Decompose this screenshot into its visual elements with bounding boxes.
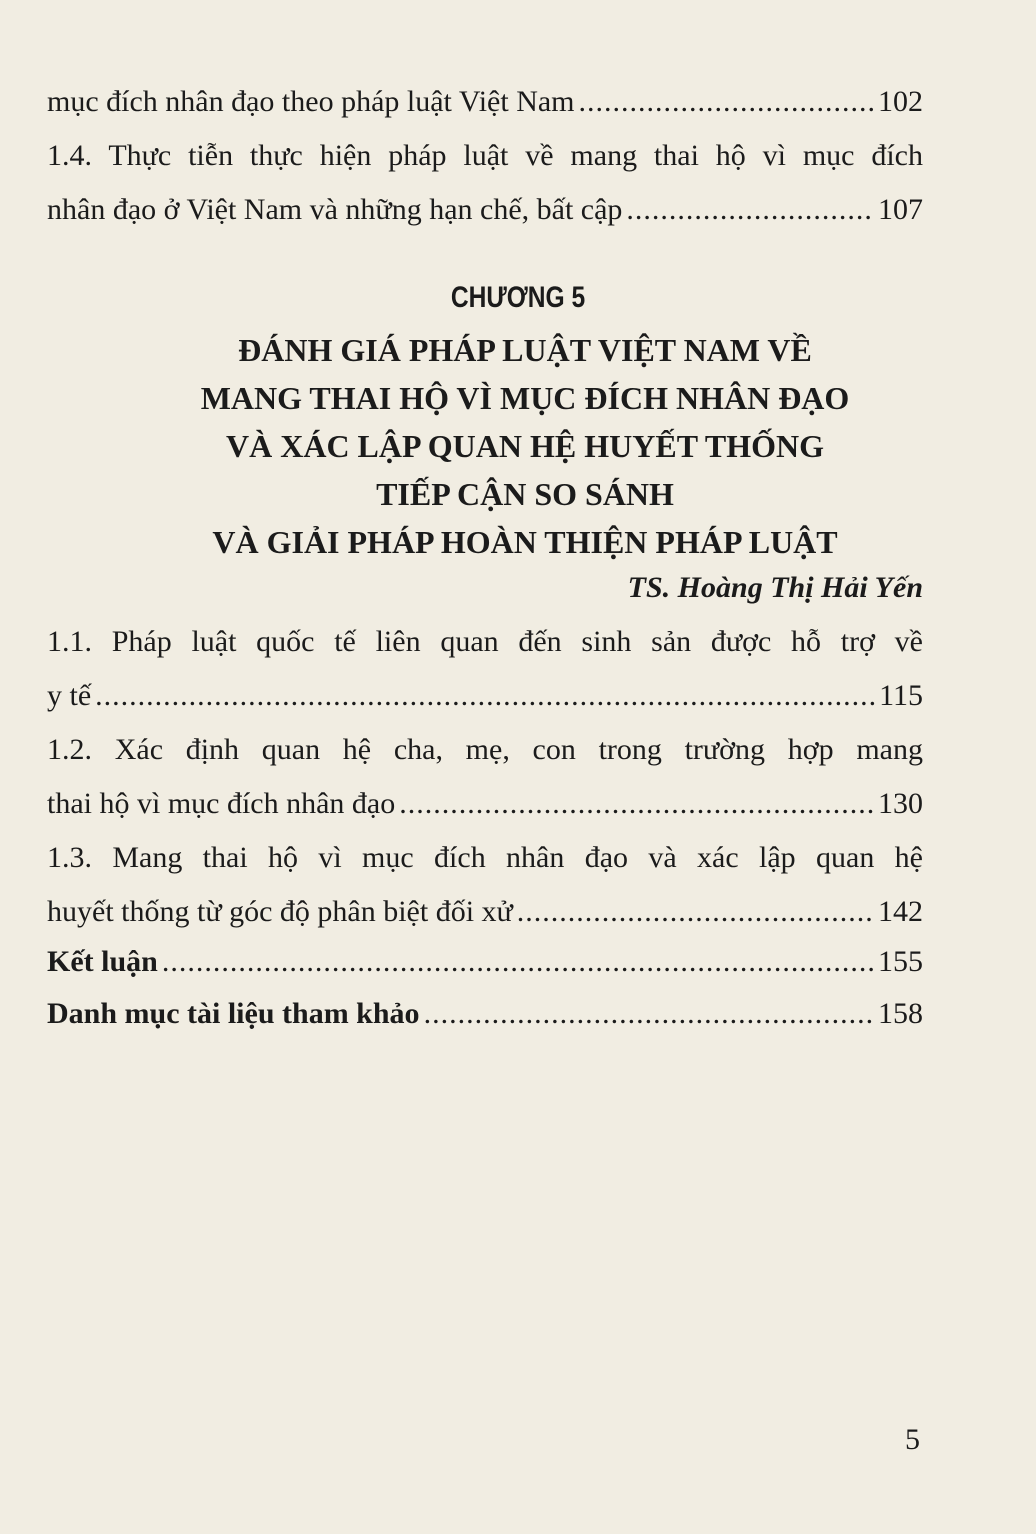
toc-leader-dots [424,994,874,1034]
toc-page-number: 158 [878,997,923,1030]
chapter-author: TS. Hoàng Thị Hải Yến [627,571,923,604]
toc-leader-dots [517,892,874,932]
page-number: 5 [905,1423,920,1456]
toc-leader-dots [399,784,874,824]
toc-entry-1-4 [47,190,923,230]
toc-entry-1-3 [47,892,923,932]
toc-entry-text: y tế [47,679,92,712]
chapter-title-line-3: VÀ XÁC LẬP QUAN HỆ HUYẾT THỐNG [226,428,824,464]
chapter-label: CHƯƠNG 5 [450,281,586,314]
toc-page-number: 107 [878,193,923,226]
chapter-title-line-1: ĐÁNH GIÁ PHÁP LUẬT VIỆT NAM VỀ [238,332,812,368]
toc-entry-text: nhân đạo ở Việt Nam và những hạn chế, bất cập [47,193,623,226]
toc-entry-1-3-line1: 1.3. Mang thai hộ vì mục đích nhân đạo và xác lập quan hệ [47,841,923,874]
toc-page-number: 115 [879,679,923,712]
toc-leader-dots [579,82,874,122]
toc-entry-1-2-line1: 1.2. Xác định quan hệ cha, mẹ, con trong trường hợp mang [47,733,923,766]
toc-page-number: 142 [878,895,923,928]
toc-entry-1-1 [47,676,923,716]
toc-entry-continued [47,82,923,122]
toc-entry-text: huyết thống từ góc độ phân biệt đối xử [47,895,513,928]
chapter-title-line-4: TIẾP CẬN SO SÁNH [376,476,674,512]
chapter-title-line-2: MANG THAI HỘ VÌ MỤC ĐÍCH NHÂN ĐẠO [200,380,850,416]
toc-entry-references [47,994,923,1034]
toc-entry-text: thai hộ vì mục đích nhân đạo [47,787,396,820]
toc-leader-dots [626,190,874,230]
toc-entry-text: Danh mục tài liệu tham khảo [47,997,420,1030]
toc-page-number: 102 [878,85,923,118]
chapter-title-line-5: VÀ GIẢI PHÁP HOÀN THIỆN PHÁP LUẬT [212,524,838,560]
toc-leader-dots [95,676,875,716]
toc-leader-dots [162,942,874,982]
toc-entry-1-4-line1: 1.4. Thực tiễn thực hiện pháp luật về mang thai hộ vì mục đích [47,139,923,172]
toc-entry-text: Kết luận [47,945,158,978]
toc-entry-1-2 [47,784,923,824]
toc-page-number: 155 [878,945,923,978]
toc-entry-text: mục đích nhân đạo theo pháp luật Việt Nam [47,85,575,118]
toc-page-number: 130 [878,787,923,820]
toc-entry-conclusion [47,942,923,982]
toc-entry-1-1-line1: 1.1. Pháp luật quốc tế liên quan đến sinh sản được hỗ trợ về [47,625,923,658]
